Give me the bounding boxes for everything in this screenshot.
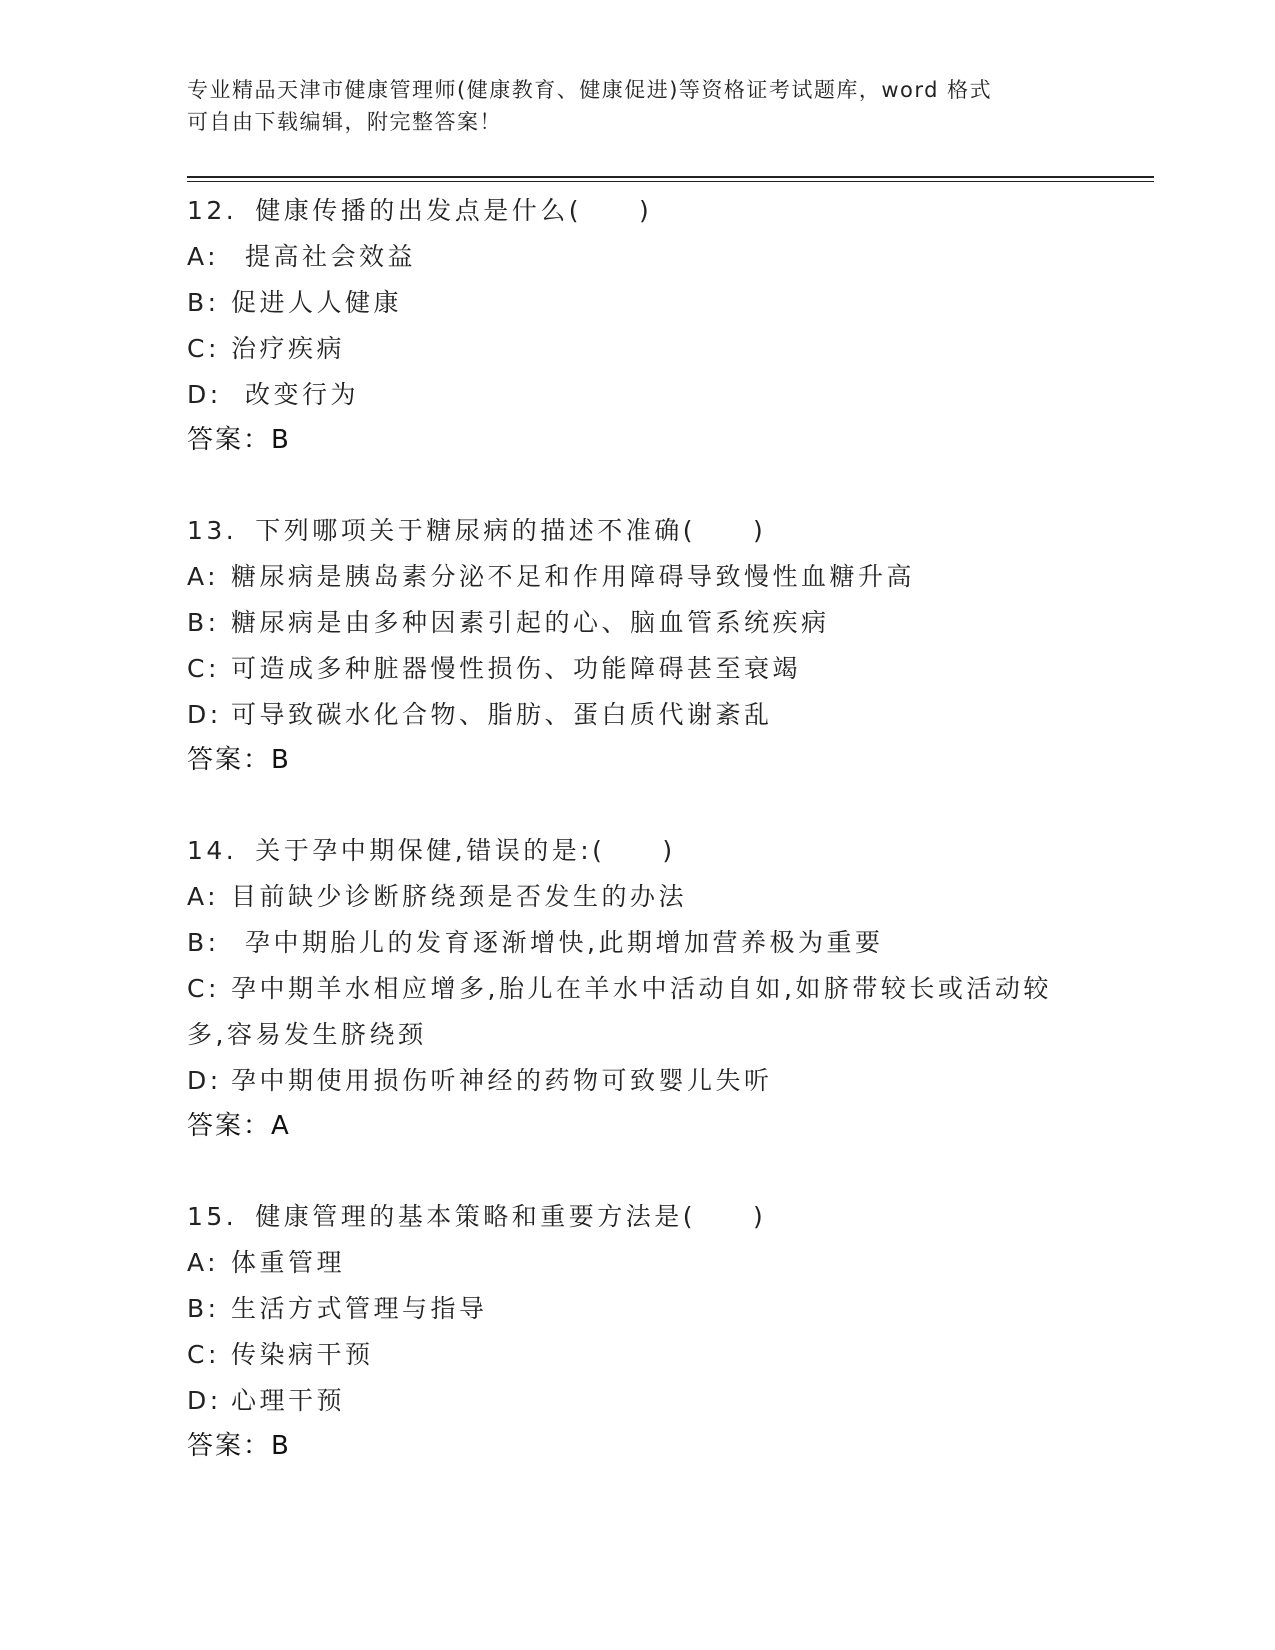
- option-a: [187, 874, 1087, 920]
- question-text: 健康传播的出发点是什么( ): [255, 196, 653, 225]
- question-stem: [187, 188, 1087, 234]
- option-text: 糖尿病是胰岛素分泌不足和作用障碍导致慢性血糖升高: [231, 562, 916, 591]
- option-text: 促进人人健康: [231, 288, 403, 317]
- option-b: [187, 280, 1087, 326]
- answer-line: [187, 1104, 1087, 1148]
- option-d: [187, 1058, 1087, 1104]
- question-text: 关于孕中期保健,错误的是:( ): [255, 836, 676, 865]
- option-key: C:: [187, 1340, 220, 1369]
- option-key: D:: [187, 380, 222, 409]
- option-text: 传染病干预: [231, 1340, 374, 1369]
- answer-value: A: [271, 1111, 290, 1141]
- option-key: B:: [187, 288, 220, 317]
- question-text: 健康管理的基本策略和重要方法是( ): [255, 1202, 767, 1231]
- answer-line: [187, 418, 1087, 462]
- option-text: 孕中期羊水相应增多,胎儿在羊水中活动自如,如脐带较长或活动较多,容易发生脐绕颈: [187, 974, 1052, 1049]
- option-c: [187, 966, 1067, 1058]
- question-stem: [187, 508, 1087, 554]
- option-key: C:: [187, 334, 220, 363]
- option-key: A:: [187, 562, 220, 591]
- header-divider-thick: [187, 176, 1154, 178]
- header-line-2: 可自由下载编辑，附完整答案！: [187, 110, 502, 134]
- option-b: [187, 920, 1087, 966]
- answer-label: 答案：: [187, 425, 272, 455]
- option-text: 体重管理: [231, 1248, 346, 1277]
- question-15: [187, 1194, 1087, 1468]
- answer-label: 答案：: [187, 1111, 272, 1141]
- header-divider-thin: [187, 181, 1154, 182]
- option-b: [187, 600, 1087, 646]
- option-key: A:: [187, 882, 220, 911]
- question-number: 13.: [187, 516, 238, 545]
- document-header: [187, 74, 1087, 138]
- option-text: 治疗疾病: [231, 334, 346, 363]
- option-key: A:: [187, 1248, 220, 1277]
- option-key: D:: [187, 1066, 222, 1095]
- option-c: [187, 646, 1087, 692]
- option-key: A:: [187, 242, 220, 271]
- answer-value: B: [271, 1431, 290, 1461]
- question-number: 14.: [187, 836, 238, 865]
- option-text: 可导致碳水化合物、脂肪、蛋白质代谢紊乱: [231, 700, 773, 729]
- answer-line: [187, 1424, 1087, 1468]
- option-text: 生活方式管理与指导: [231, 1294, 488, 1323]
- question-14: [187, 828, 1087, 1148]
- option-text: 提高社会效益: [245, 242, 417, 271]
- question-number: 15.: [187, 1202, 238, 1231]
- answer-label: 答案：: [187, 745, 272, 775]
- option-text: 糖尿病是由多种因素引起的心、脑血管系统疾病: [231, 608, 830, 637]
- option-text: 目前缺少诊断脐绕颈是否发生的办法: [231, 882, 688, 911]
- option-text: 心理干预: [231, 1386, 346, 1415]
- option-b: [187, 1286, 1087, 1332]
- option-c: [187, 326, 1087, 372]
- answer-value: B: [271, 425, 290, 455]
- option-a: [187, 1240, 1087, 1286]
- option-key: D:: [187, 1386, 222, 1415]
- option-d: [187, 1378, 1087, 1424]
- question-number: 12.: [187, 196, 238, 225]
- option-key: B:: [187, 608, 220, 637]
- option-text: 孕中期使用损伤听神经的药物可致婴儿失听: [231, 1066, 773, 1095]
- option-key: C:: [187, 654, 220, 683]
- option-key: B:: [187, 928, 220, 957]
- option-a: [187, 554, 1087, 600]
- option-text: 改变行为: [245, 380, 360, 409]
- header-line-1: 专业精品天津市健康管理师(健康教育、健康促进)等资格证考试题库，word 格式: [187, 78, 993, 102]
- answer-line: [187, 738, 1087, 782]
- option-key: D:: [187, 700, 222, 729]
- answer-label: 答案：: [187, 1431, 272, 1461]
- option-key: C:: [187, 974, 220, 1003]
- answer-value: B: [271, 745, 290, 775]
- option-d: [187, 692, 1087, 738]
- option-key: B:: [187, 1294, 220, 1323]
- option-a: [187, 234, 1087, 280]
- question-stem: [187, 828, 1087, 874]
- question-text: 下列哪项关于糖尿病的描述不准确( ): [255, 516, 767, 545]
- option-c: [187, 1332, 1087, 1378]
- question-list: [187, 188, 1087, 1514]
- option-text: 可造成多种脏器慢性损伤、功能障碍甚至衰竭: [231, 654, 802, 683]
- option-d: [187, 372, 1087, 418]
- question-12: [187, 188, 1087, 462]
- question-stem: [187, 1194, 1087, 1240]
- question-13: [187, 508, 1087, 782]
- option-text: 孕中期胎儿的发育逐渐增快,此期增加营养极为重要: [245, 928, 884, 957]
